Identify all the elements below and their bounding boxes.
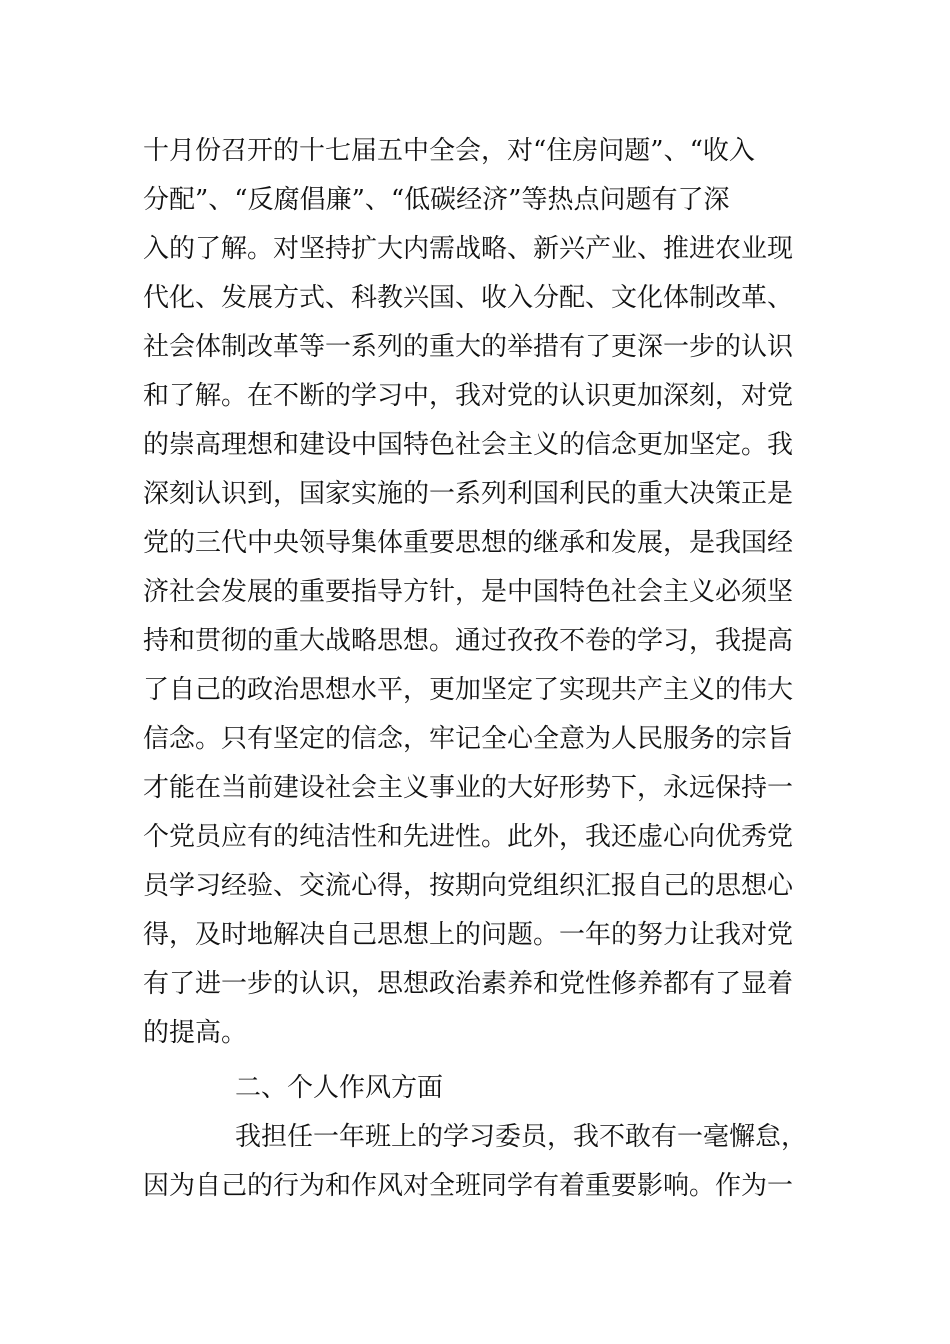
paragraph-line: 因为自己的行为和作风对全班同学有着重要影响。作为一 bbox=[143, 1171, 794, 1201]
paragraph-line: 持和贯彻的重大战略思想。通过孜孜不卷的学习，我提高 bbox=[143, 626, 794, 656]
paragraph-line: 和了解。在不断的学习中，我对党的认识更加深刻，对党 bbox=[143, 381, 794, 411]
paragraph-line: 我担任一年班上的学习委员，我不敢有一毫懈怠， bbox=[235, 1122, 808, 1152]
paragraph-line: 个党员应有的纯洁性和先进性。此外，我还虚心向优秀党 bbox=[143, 822, 794, 852]
paragraph-line: 代化、发展方式、科教兴国、收入分配、文化体制改革、 bbox=[143, 283, 794, 313]
paragraph-line: 了自己的政治思想水平，更加坚定了实现共产主义的伟大 bbox=[143, 675, 794, 705]
paragraph-line: 有了进一步的认识，思想政治素养和党性修养都有了显着 bbox=[143, 969, 794, 999]
paragraph-line: 得，及时地解决自己思想上的问题。一年的努力让我对党 bbox=[143, 920, 794, 950]
paragraph-line: 的崇高理想和建设中国特色社会主义的信念更加坚定。我 bbox=[143, 430, 794, 460]
paragraph-line: 员学习经验、交流心得，按期向党组织汇报自己的思想心 bbox=[143, 871, 794, 901]
paragraph-line: 深刻认识到，国家实施的一系列利国利民的重大决策正是 bbox=[143, 479, 794, 509]
paragraph-line: 党的三代中央领导集体重要思想的继承和发展，是我国经 bbox=[143, 528, 794, 558]
document-body bbox=[143, 127, 823, 1211]
paragraph-line: 十月份召开的十七届五中全会，对“住房问题”、“收入 bbox=[143, 136, 755, 166]
section-heading: 二、个人作风方面 bbox=[235, 1073, 444, 1103]
paragraph-line: 的提高。 bbox=[143, 1018, 248, 1048]
paragraph-line: 信念。只有坚定的信念，牢记全心全意为人民服务的宗旨 bbox=[143, 724, 794, 754]
paragraph-line: 社会体制改革等一系列的重大的举措有了更深一步的认识 bbox=[143, 332, 794, 362]
paragraph-line: 才能在当前建设社会主义事业的大好形势下，永远保持一 bbox=[143, 773, 794, 803]
paragraph-line: 济社会发展的重要指导方针，是中国特色社会主义必须坚 bbox=[143, 577, 794, 607]
paragraph-line: 分配”、“反腐倡廉”、“低碳经济”等热点问题有了深 bbox=[143, 185, 730, 215]
paragraph-line: 入的了解。对坚持扩大内需战略、新兴产业、推进农业现 bbox=[143, 234, 794, 264]
